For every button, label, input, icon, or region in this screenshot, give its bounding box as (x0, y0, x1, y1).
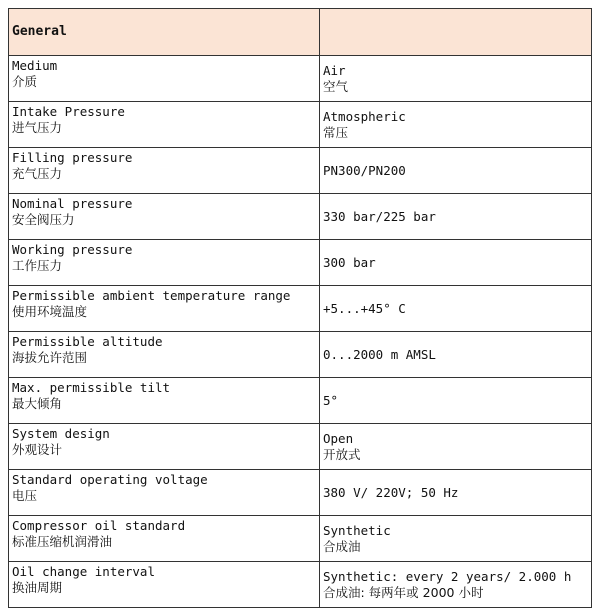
row-label-en: System design (12, 426, 110, 441)
table-row (9, 286, 592, 332)
row-label-zh: 工作压力 (12, 258, 63, 273)
row-value-zh: 合成油 (323, 538, 361, 554)
row-label-zh: 安全阀压力 (12, 212, 75, 227)
section-title: General (9, 9, 320, 56)
row-label-zh: 电压 (12, 488, 38, 503)
row-label-zh: 介质 (12, 74, 38, 89)
table-row (9, 516, 592, 562)
row-label-en: Filling pressure (12, 150, 133, 165)
row-value: 330 bar/225 bar (323, 208, 436, 224)
row-value: Synthetic: every 2 years/ 2.000 h (323, 568, 572, 584)
table-header-row (9, 9, 592, 56)
row-value-zh: 常压 (323, 124, 349, 140)
row-label-en: Nominal pressure (12, 196, 133, 211)
row-label-en: Max. permissible tilt (12, 380, 171, 395)
table-row (9, 240, 592, 286)
row-value: 380 V/ 220V; 50 Hz (323, 484, 459, 500)
row-value: Open (323, 430, 354, 446)
row-label-zh: 海拔允许范围 (12, 350, 88, 365)
table-row (9, 56, 592, 102)
row-label-en: Permissible altitude (12, 334, 163, 349)
row-label-zh: 进气压力 (12, 120, 63, 135)
row-value: Atmospheric (323, 108, 406, 124)
table-row (9, 332, 592, 378)
row-value-zh: 合成油: 每两年或 2000 小时 (323, 584, 484, 600)
row-label-en: Compressor oil standard (12, 518, 186, 533)
row-value: 300 bar (323, 254, 376, 270)
row-label-zh: 外观设计 (12, 442, 63, 457)
table-row (9, 562, 592, 608)
row-value: 5° (323, 392, 339, 408)
table-row (9, 194, 592, 240)
row-value-zh: 开放式 (323, 446, 361, 462)
table-row (9, 102, 592, 148)
row-value: +5...+45° C (323, 300, 406, 316)
row-label-en: Oil change interval (12, 564, 155, 579)
row-label-en: Standard operating voltage (12, 472, 208, 487)
row-value: Air (323, 62, 346, 78)
row-value-zh: 空气 (323, 78, 349, 94)
spec-table (8, 8, 592, 608)
row-label-en: Working pressure (12, 242, 133, 257)
row-label-zh: 充气压力 (12, 166, 63, 181)
table-row (9, 470, 592, 516)
row-value: PN300/PN200 (323, 162, 406, 178)
row-label-en: Permissible ambient temperature range (12, 288, 291, 303)
row-label-en: Intake Pressure (12, 104, 125, 119)
row-value: 0...2000 m AMSL (323, 346, 436, 362)
row-label-zh: 标准压缩机润滑油 (12, 534, 113, 549)
row-label-en: Medium (12, 58, 58, 73)
table-row (9, 148, 592, 194)
row-value: Synthetic (323, 522, 391, 538)
row-label-zh: 换油周期 (12, 580, 63, 595)
row-label-zh: 最大倾角 (12, 396, 63, 411)
section-title-value (320, 9, 592, 56)
row-label-zh: 使用环境温度 (12, 304, 88, 319)
table-row (9, 424, 592, 470)
table-row (9, 378, 592, 424)
